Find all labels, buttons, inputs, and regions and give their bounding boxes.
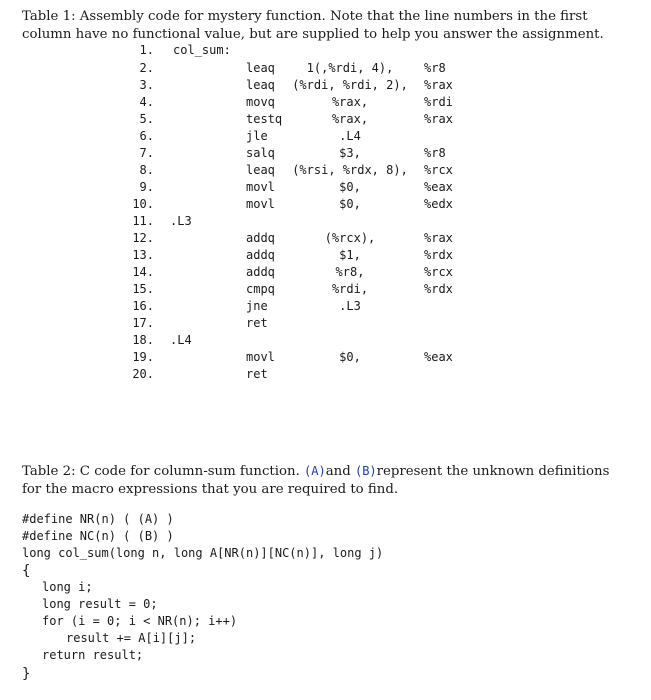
asm-row: [0, 146, 651, 163]
asm-row: [0, 112, 651, 129]
asm-row: [0, 129, 651, 146]
asm-operand-1: .L3: [339, 299, 361, 313]
asm-line-number: 6.: [139, 129, 154, 143]
asm-line-number: 11.: [132, 214, 154, 228]
table2-caption-rest: represent the unknown definitions for the macro expressions that you are required to find.: [22, 464, 610, 497]
asm-operand-1: .L4: [339, 129, 361, 143]
asm-instruction: movl: [246, 180, 275, 194]
asm-operand-2: %rdx: [424, 248, 453, 262]
asm-instruction: leaq: [246, 78, 275, 92]
asm-operand-2: %rdi: [424, 95, 453, 109]
c-code-line: for (i = 0; i < NR(n); i++): [42, 614, 238, 628]
asm-operand-1: $0,: [339, 350, 361, 364]
asm-operand-1: $3,: [339, 146, 361, 160]
asm-instruction: testq: [246, 112, 283, 126]
asm-operand-2: %edx: [424, 197, 453, 211]
asm-line-number: 9.: [139, 180, 154, 194]
asm-operand-2: %eax: [424, 180, 453, 194]
asm-line-number: 15.: [132, 282, 154, 296]
asm-instruction: cmpq: [246, 282, 275, 296]
asm-operand-2: %rax: [424, 112, 453, 126]
asm-operand-2: %rdx: [424, 282, 453, 296]
asm-operand-1: (%rdi, %rdi, 2),: [292, 78, 408, 92]
asm-line-number: 17.: [132, 316, 154, 330]
asm-line-number: 3.: [139, 78, 154, 92]
macro-a-label: (A): [304, 464, 326, 478]
asm-line-number: 1.: [139, 43, 154, 57]
table1-caption: Table 1: Assembly code for mystery function. Note that the line numbers in the first column have no functional value, but are supplied to help you answer the assignment.: [22, 9, 604, 42]
asm-line-number: 18.: [132, 333, 154, 347]
asm-operand-1: %rdi,: [331, 282, 369, 296]
c-code-line: }: [22, 666, 31, 682]
asm-line-number: 20.: [132, 367, 154, 381]
asm-operand-1: (%rsi, %rdx, 8),: [292, 163, 408, 177]
asm-row: [0, 180, 651, 197]
asm-operand-1: $0,: [339, 180, 361, 194]
asm-operand-2: %rax: [424, 231, 453, 245]
asm-operand-1: %rax,: [331, 112, 369, 126]
asm-line-number: 8.: [139, 163, 154, 177]
asm-operand-1: $1,: [339, 248, 361, 262]
asm-instruction: leaq: [246, 163, 275, 177]
asm-row: [0, 231, 651, 248]
asm-line-number: 19.: [132, 350, 154, 364]
asm-instruction: leaq: [246, 61, 275, 75]
asm-instruction: jne: [246, 299, 268, 313]
table2-caption: [22, 462, 622, 499]
asm-line-number: 13.: [132, 248, 154, 262]
asm-label: .L4: [170, 333, 192, 347]
c-code-line: long result = 0;: [42, 597, 158, 611]
asm-row: [0, 350, 651, 367]
asm-operand-1: $0,: [339, 197, 361, 211]
asm-row: [0, 367, 651, 384]
c-code-line: return result;: [42, 648, 144, 662]
asm-row: [0, 333, 651, 350]
c-code-line: {: [22, 563, 31, 579]
asm-instruction: addq: [246, 248, 275, 262]
asm-line-number: 2.: [139, 61, 154, 75]
c-code-line: #define NR(n) ( (A) ): [22, 512, 174, 526]
asm-row: [0, 197, 651, 214]
asm-operand-2: %r8: [424, 61, 446, 75]
asm-row: [0, 163, 651, 180]
asm-instruction: jle: [246, 129, 268, 143]
asm-line-number: 12.: [132, 231, 154, 245]
asm-row: [0, 61, 651, 78]
table2-caption-text: Table 2: C code for column-sum function.: [22, 464, 305, 479]
asm-row: [0, 43, 651, 60]
c-code-line: result += A[i][j];: [66, 631, 197, 645]
asm-operand-2: %eax: [424, 350, 453, 364]
asm-operand-1: %r8,: [335, 265, 365, 279]
c-code-line: long i;: [42, 580, 93, 594]
asm-operand-1: %rax,: [331, 95, 369, 109]
table2-caption-and: and: [325, 464, 355, 479]
asm-operand-2: %r8: [424, 146, 446, 160]
asm-line-number: 5.: [139, 112, 154, 126]
asm-operand-1: 1(,%rdi, 4),: [306, 61, 394, 75]
asm-row: [0, 265, 651, 282]
asm-row: [0, 95, 651, 112]
asm-instruction: addq: [246, 265, 275, 279]
asm-instruction: ret: [246, 316, 268, 330]
asm-instruction: movq: [246, 95, 275, 109]
asm-label: .L3: [170, 214, 192, 228]
asm-operand-2: %rax: [424, 78, 453, 92]
asm-label: col_sum:: [173, 43, 231, 57]
asm-row: [0, 299, 651, 316]
asm-line-number: 14.: [132, 265, 154, 279]
c-code-line: #define NC(n) ( (B) ): [22, 529, 174, 543]
asm-row: [0, 248, 651, 265]
asm-line-number: 10.: [132, 197, 154, 211]
asm-instruction: addq: [246, 231, 275, 245]
asm-row: [0, 282, 651, 299]
asm-line-number: 16.: [132, 299, 154, 313]
asm-row: [0, 316, 651, 333]
asm-row: [0, 214, 651, 231]
asm-operand-2: %rcx: [424, 265, 453, 279]
asm-line-number: 7.: [139, 146, 154, 160]
asm-instruction: salq: [246, 146, 275, 160]
asm-operand-1: (%rcx),: [324, 231, 376, 245]
asm-instruction: movl: [246, 197, 275, 211]
asm-operand-2: %rcx: [424, 163, 453, 177]
macro-b-label: (B): [354, 464, 377, 478]
asm-instruction: ret: [246, 367, 268, 381]
asm-row: [0, 78, 651, 95]
asm-line-number: 4.: [139, 95, 154, 109]
c-code-line: long col_sum(long n, long A[NR(n)][NC(n)], long j): [22, 546, 384, 560]
asm-instruction: movl: [246, 350, 275, 364]
